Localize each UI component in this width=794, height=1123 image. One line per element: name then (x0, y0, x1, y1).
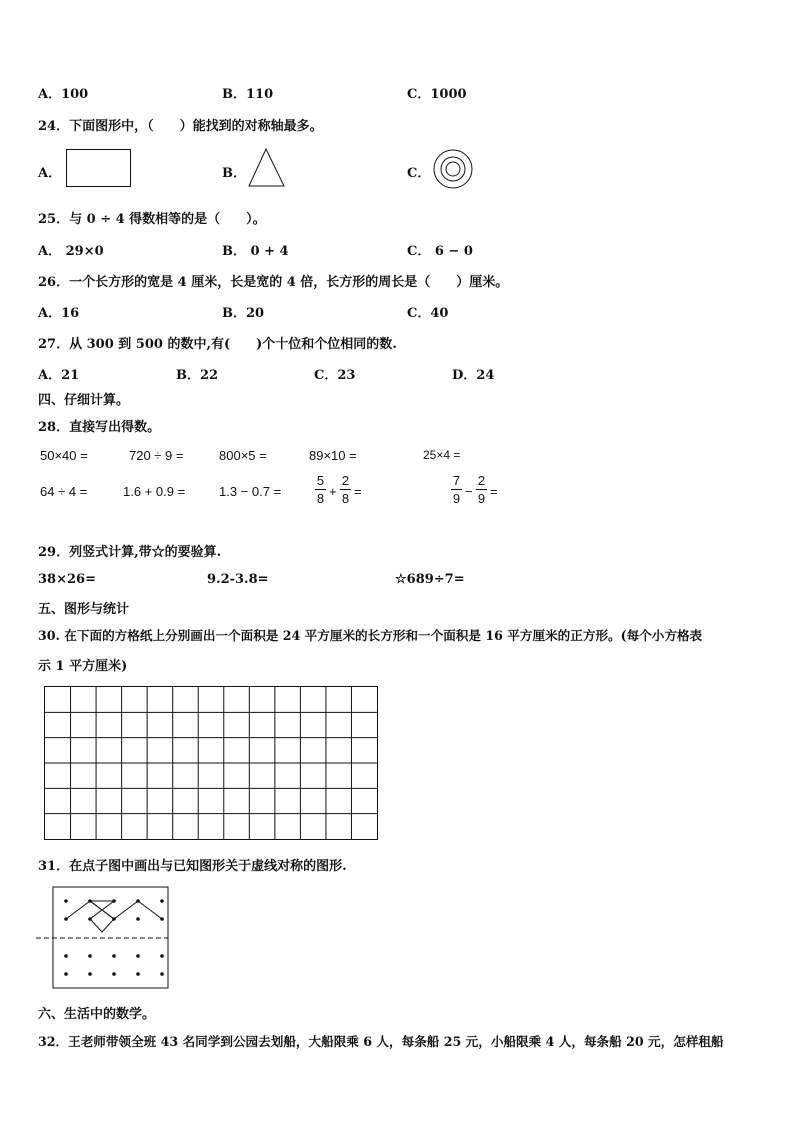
q28-question: 28．直接写出得数。 (38, 420, 161, 435)
q25-option-c: C． 6 − 0 (407, 244, 473, 259)
fraction-operator-plus: + (329, 484, 337, 499)
fraction-numerator: 2 (477, 473, 486, 488)
grid-dot (136, 899, 140, 903)
q28-expr-1: 50×40 = (40, 448, 88, 463)
q24-label-b: B． (222, 166, 246, 181)
q28-expr-3: 800×5 = (219, 448, 267, 463)
q29-item-2: 9.2-3.8= (207, 572, 269, 587)
grid-dot (88, 917, 92, 921)
q28-expr-6: 64 ÷ 4 = (40, 484, 88, 499)
fraction-denominator: 8 (341, 491, 350, 506)
q28-expr-7: 1.6 + 0.9 = (123, 484, 186, 499)
grid-dot (160, 972, 164, 976)
q25-question: 25．与 0 ÷ 4 得数相等的是（ ）。 (38, 212, 266, 227)
grid-dot (88, 899, 92, 903)
fraction-denominator: 9 (452, 491, 461, 506)
grid-dot (64, 954, 68, 958)
fraction-denominator: 8 (316, 491, 325, 506)
given-shape-diamond (90, 901, 114, 932)
q26-option-b: B．20 (222, 306, 265, 321)
fraction-numerator: 7 (452, 473, 461, 488)
q24-question: 24．下面图形中，（ ）能找到的对称轴最多。 (38, 119, 323, 134)
q28-expr-5: 25×4 = (423, 448, 461, 462)
grid-dot (160, 899, 164, 903)
grid-dot (136, 954, 140, 958)
fraction-denominator: 9 (477, 491, 486, 506)
fraction-7-9 (451, 473, 462, 506)
q30-question-line2: 示 1 平方厘米) (38, 659, 128, 674)
q27-option-c: C．23 (314, 368, 356, 383)
q29-question: 29．列竖式计算,带☆的要验算. (38, 545, 222, 560)
q32-question: 32．王老师带领全班 43 名同学到公园去划船，大船限乘 6 人，每条船 25 元，小船限乘 4 人，每条船 20 元，怎样租船 (38, 1034, 724, 1049)
fraction-numerator: 5 (316, 473, 325, 488)
q24-label-c: C． (407, 166, 431, 181)
q23-option-a: A．100 (38, 87, 89, 102)
q29-item-1: 38×26= (38, 572, 96, 587)
grid-dot (136, 917, 140, 921)
q28-expr-8: 1.3 − 0.7 = (219, 484, 282, 499)
section-4-heading: 四、仔细计算。 (38, 393, 130, 408)
fraction-numerator: 2 (341, 473, 350, 488)
q27-option-d: D．24 (452, 368, 495, 383)
grid-lines (45, 687, 377, 839)
grid-dot (88, 972, 92, 976)
q25-option-b: B． 0 + 4 (222, 244, 289, 259)
grid-dot (64, 972, 68, 976)
fraction-equals: = (490, 484, 498, 499)
q28-expr-4: 89×10 = (309, 448, 357, 463)
q29-item-3: ☆689÷7= (395, 572, 465, 587)
fraction-2-9 (476, 473, 487, 506)
grid-dot (160, 917, 164, 921)
section-6-heading: 六、生活中的数学。 (38, 1007, 156, 1022)
q27-question: 27．从 300 到 500 的数中,有( )个十位和个位相同的数. (38, 337, 397, 352)
q24-label-a: A． (38, 166, 62, 181)
q28-expr-2: 720 ÷ 9 = (129, 448, 184, 463)
grid-dot (160, 954, 164, 958)
fraction-equals: = (354, 484, 362, 499)
q26-option-a: A．16 (38, 306, 80, 321)
triangle-shape (248, 148, 286, 188)
q30-question-line1: 30. 在下面的方格纸上分别画出一个面积是 24 平方厘米的长方形和一个面积是 16 平方厘米的正方形。(每个小方格表 (38, 628, 703, 643)
rectangle-shape (66, 149, 132, 189)
concentric-circles-shape (433, 149, 475, 191)
grid-dot (64, 917, 68, 921)
grid-dot (112, 954, 116, 958)
grid-dot (88, 954, 92, 958)
fraction-5-8 (315, 473, 326, 506)
q26-question: 26．一个长方形的宽是 4 厘米，长是宽的 4 倍，长方形的周长是（ ）厘米。 (38, 275, 509, 290)
square-grid[interactable] (44, 686, 378, 840)
grid-dot (136, 972, 140, 976)
section-5-heading: 五、图形与统计 (38, 602, 130, 617)
q23-option-c: C．1000 (407, 87, 467, 102)
q23-option-b: B．110 (222, 87, 274, 102)
given-shape-zigzag (66, 901, 162, 919)
grid-dot (112, 899, 116, 903)
q31-question: 31．在点子图中画出与已知图形关于虚线对称的图形. (38, 859, 347, 874)
q26-option-c: C．40 (407, 306, 449, 321)
fraction-2-8 (340, 473, 351, 506)
grid-dot (112, 917, 116, 921)
grid-dot (112, 972, 116, 976)
dot-grid-figure[interactable] (36, 886, 170, 990)
q25-option-a: A． 29×0 (38, 244, 104, 259)
fraction-operator-minus: − (465, 484, 473, 499)
grid-dot (64, 899, 68, 903)
q27-option-b: B．22 (176, 368, 219, 383)
q27-option-a: A．21 (38, 368, 80, 383)
